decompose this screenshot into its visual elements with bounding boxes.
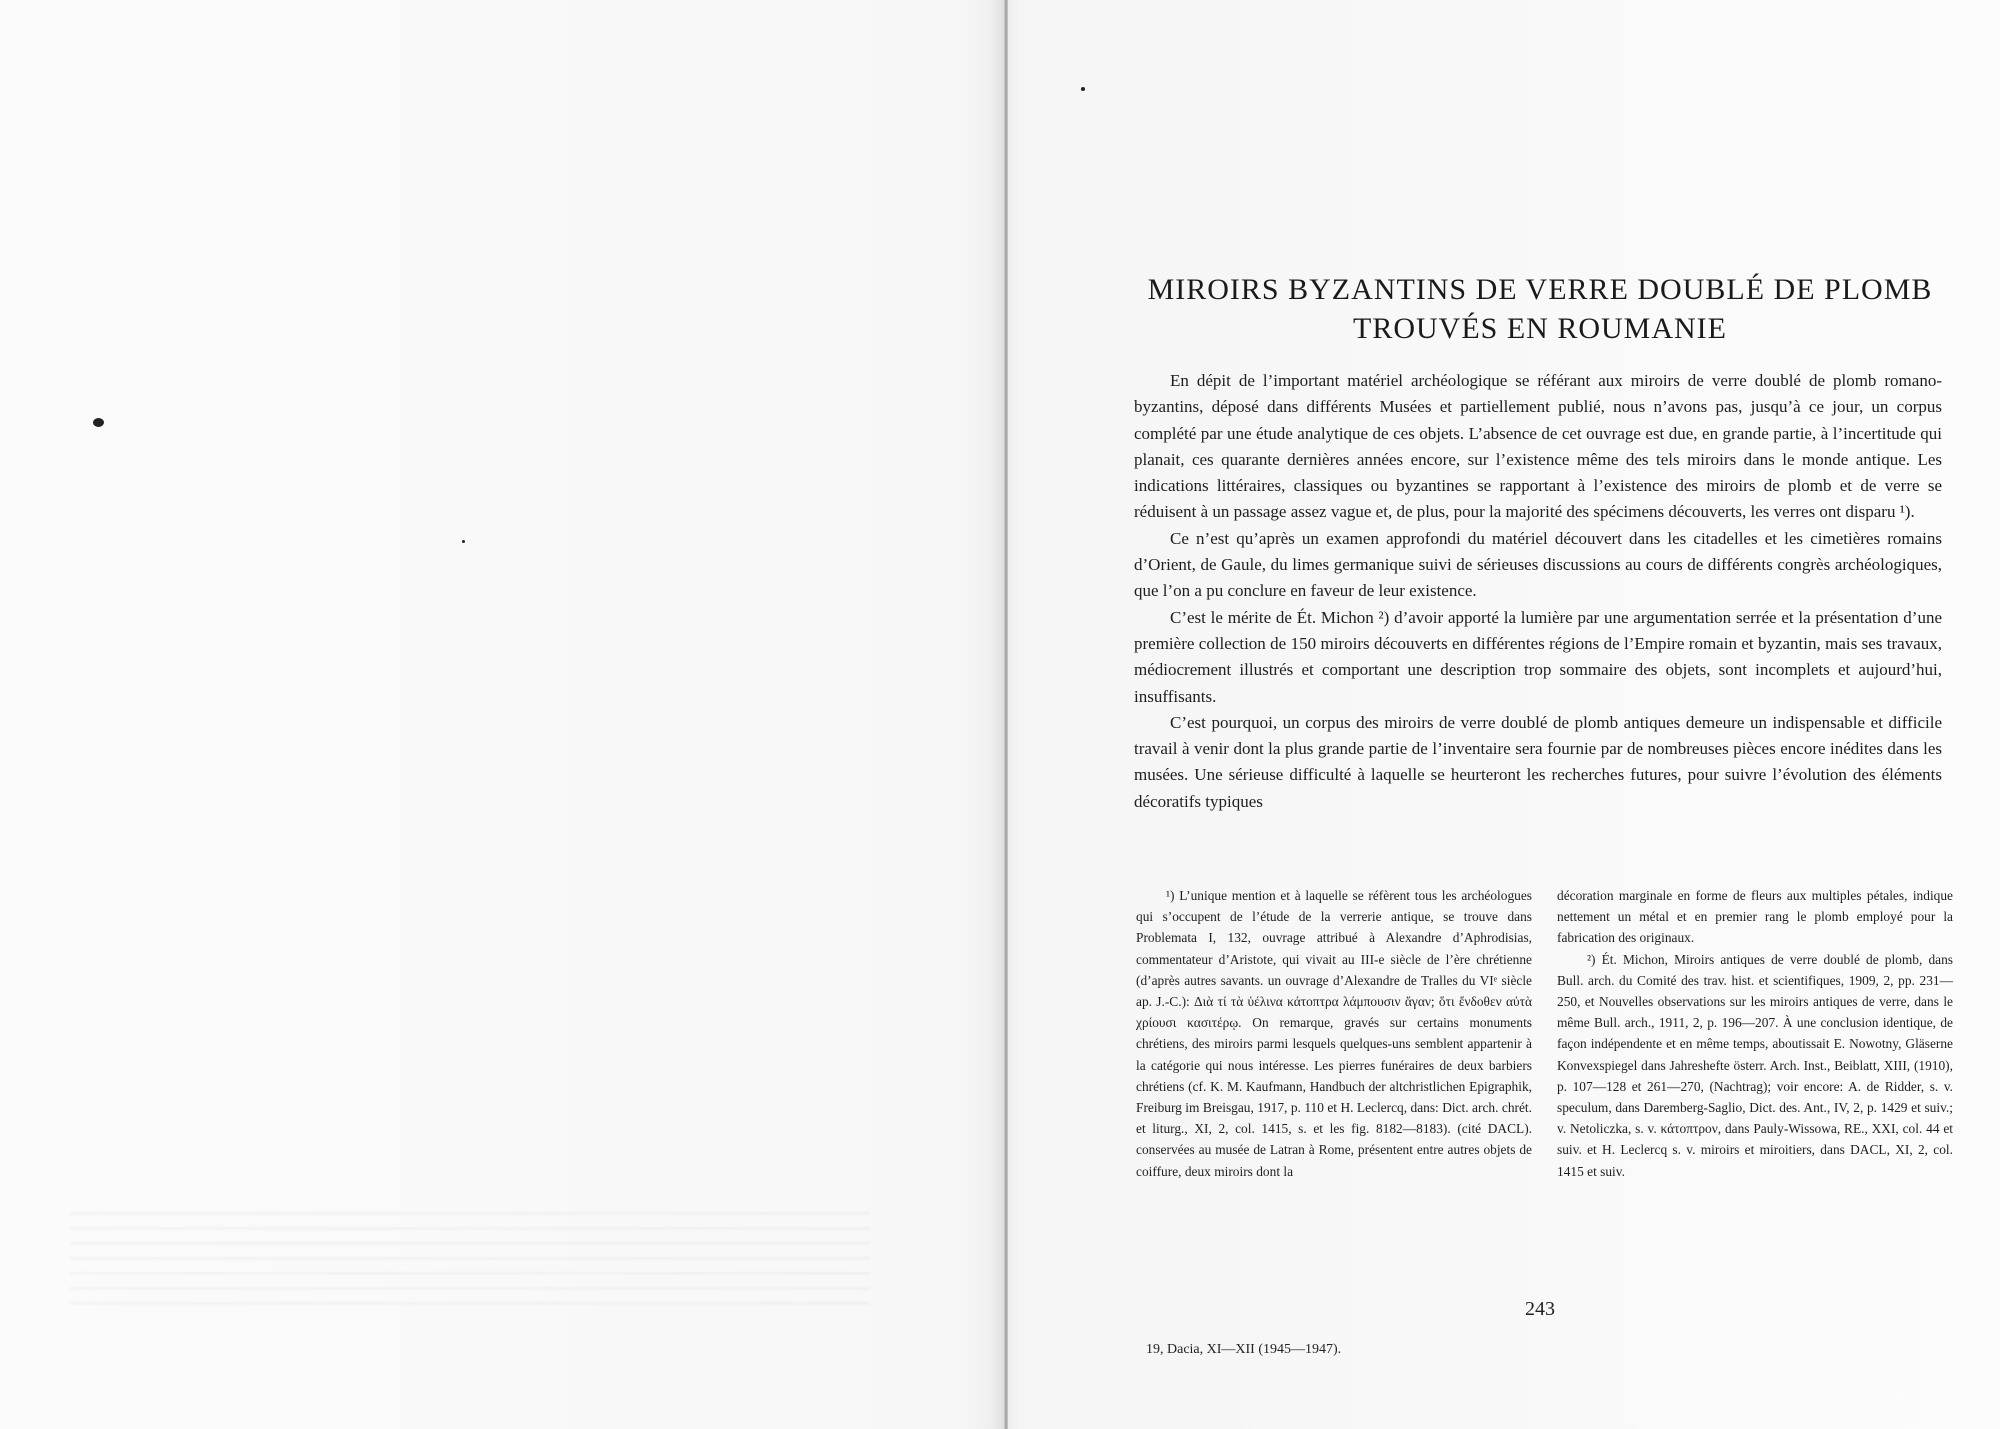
body-paragraph: Ce n’est qu’après un examen approfondi du matériel découvert dans les citadelles et les cimetières romains d’Orient, de Gaule, du limes germanique suivi de sérieuses discussions au cours de différents congrès archéologiques, que l’on a pu conclure en faveur de leur existence.	[1134, 528, 1942, 601]
footnotes-right-column	[1557, 885, 1953, 1182]
signature-line: 19, Dacia, XI—XII (1945—1947).	[1146, 1342, 1342, 1357]
body-paragraph: En dépit de l’important matériel archéologique se référant aux miroirs de verre doublé de plomb romano-byzantins, déposé dans différents Musées et partiellement publié, nous n’avons pas, jusqu’à ce jour, un corpus complété par une étude analytique de ces objets. L’absence de cet ouvrage est due, en grande partie, à l’incertitude qui planait, ces quarante dernières années encore, sur l’existence même des tels miroirs dans le monde antique. Les indications littéraires, classiques ou byzantines se rapportant à l’existence des miroirs de plomb et de verre se réduisent à un passage assez vague et, de plus, pour la majorité des spécimens découverts, les verres ont disparu ¹).	[1134, 371, 1942, 522]
ink-speck	[462, 540, 465, 543]
bleed-through-text	[70, 1200, 870, 1310]
book-gutter	[1004, 0, 1008, 1429]
body-paragraph: C’est pourquoi, un corpus des miroirs de verre doublé de plomb antiques demeure un indispensable et difficile travail à venir dont la plus grande partie de l’inventaire sera fournie par de nombreuses pièces encore inédites dans les musées. Une sérieuse difficulté à laquelle se heurteront les recherches futures, pour suivre l’évolution des éléments décoratifs typiques	[1134, 712, 1942, 811]
ink-speck	[93, 418, 104, 427]
gutter-shadow	[990, 0, 1004, 1429]
title-line-2: TROUVÉS EN ROUMANIE	[1353, 312, 1727, 345]
page-number: 243	[1525, 1298, 1555, 1320]
article-body	[1134, 368, 1942, 815]
footnote-2: ²) Ét. Michon, Miroirs antiques de verre doublé de plomb, dans Bull. arch. du Comité des trav. hist. et scientifiques, 1909, 2, pp. 231—250, et Nouvelles observations sur les miroirs antiques de verre, dans le même Bull. arch., 1911, 2, p. 196—207. À une conclusion identique, de façon indépendente et en même temps, aboutissait E. Nowotny, Gläserne Konvexspiegel dans Jahreshefte österr. Arch. Inst., Beiblatt, XIII, (1910), p. 107—128 et 261—270, (Nachtrag); voir encore: A. de Ridder, s. v. speculum, dans Daremberg-Saglio, Dict. des. Ant., IV, 2, p. 1429 et suiv.; v. Netoliczka, s. v. κάτοπτρον, dans Pauly-Wissowa, RE., XXI, col. 44 et suiv. et H. Leclercq s. v. miroirs et miroitiers, dans DACL, XI, 2, col. 1415 et suiv.	[1557, 951, 1953, 1179]
footnotes-left-column	[1136, 885, 1532, 1182]
title-line-1: MIROIRS BYZANTINS DE VERRE DOUBLÉ DE PLOMB	[1147, 273, 1933, 306]
ink-speck	[1081, 87, 1085, 91]
footnote-1: ¹) L’unique mention et à laquelle se réfèrent tous les archéologues qui s’occupent de l’étude de la verrerie antique, se trouve dans Problemata I, 132, ouvrage attribué à Alexandre d’Aphrodisias, commentateur d’Aristote, qui vivait au III-e siècle de l’ère chrétienne (d’après autres savants. un ouvrage d’Alexandre de Tralles du VIᵉ siècle ap. J.-C.): Διὰ τί τὰ ὑέλινα κάτοπτρα λάμπουσιν ἄγαν; ὅτι ἔνδοθεν αὐτὰ χρίουσι κασιτέρῳ. On remarque, gravés sur certains monuments chrétiens, des miroirs parmi lesquels quelques-uns semblent appartenir à la catégorie qui nous intéresse. Les pierres funéraires de deux barbiers chrétiens (cf. K. M. Kaufmann, Handbuch der altchristlichen Epigraphik, Freiburg im Breisgau, 1917, p. 110 et H. Leclercq, dans: Dict. arch. chrét. et liturg., XI, 2, col. 1415, s. et les fig. 8182—8183). (cité DACL). conservées au musée de Latran à Rome, présentent entre autres objets de coiffure, deux miroirs dont la	[1136, 888, 1532, 1179]
body-paragraph: C’est le mérite de Ét. Michon ²) d’avoir apporté la lumière par une argumentation serrée et la présentation d’une première collection de 150 miroirs découverts en différentes régions de l’Empire romain et byzantin, mais ses travaux, médiocrement illustrés et comportant une description trop sommaire des objets, sont incomplets et aujourd’hui, insuffisants.	[1134, 607, 1942, 706]
article-title	[1100, 270, 1980, 348]
footnote-1-continued: décoration marginale en forme de fleurs aux multiples pétales, indique nettement un métal et en premier rang le plomb employé pour la fabrication des originaux.	[1557, 888, 1953, 946]
